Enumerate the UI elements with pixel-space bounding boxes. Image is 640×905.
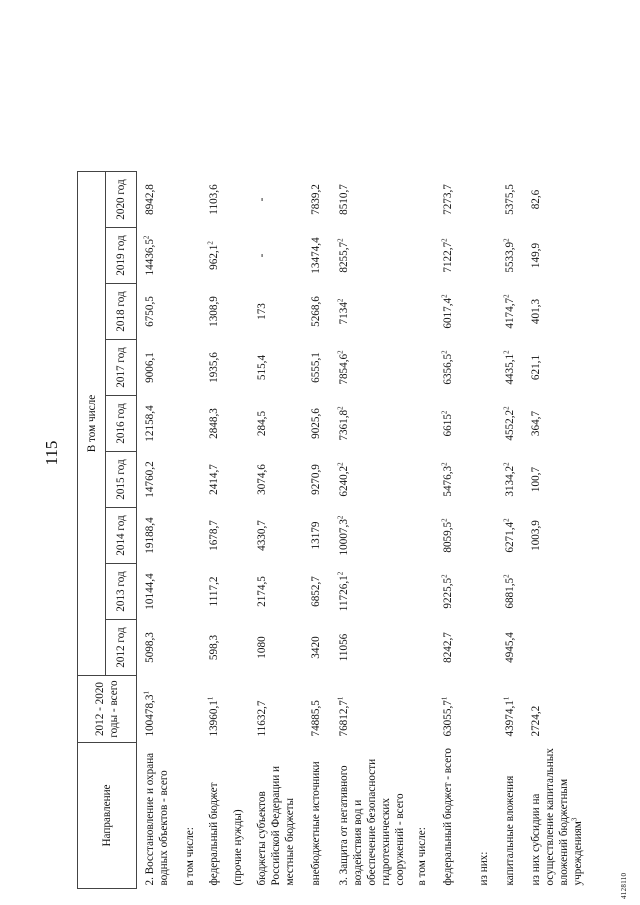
year-value-cell	[471, 564, 497, 620]
total-cell	[303, 676, 331, 743]
year-value-cell	[435, 452, 471, 508]
total-cell	[471, 676, 497, 743]
table-row	[249, 172, 303, 889]
year-value-cell	[137, 396, 177, 452]
footnote-mark: 2	[335, 350, 344, 354]
year-value: 8510,7	[337, 184, 350, 215]
total-value: 2724,2	[529, 705, 542, 737]
footnote-mark: 2	[501, 294, 510, 298]
row-label-text: федеральный бюджет	[207, 782, 220, 886]
year-value-cell	[435, 340, 471, 396]
year-value: 14760,2	[144, 461, 156, 498]
year-value-cell	[331, 284, 409, 340]
total-cell	[523, 676, 591, 743]
year-value: 10007,3	[337, 519, 350, 556]
year-value-cell	[435, 284, 471, 340]
year-value: 8942,8	[144, 184, 156, 215]
year-value: 6881,5	[503, 577, 516, 609]
year-value: 11726,1	[337, 575, 350, 612]
year-value-cell	[249, 452, 303, 508]
year-value-cell	[201, 508, 225, 564]
year-value-cell	[201, 564, 225, 620]
footnote-mark: 1	[439, 696, 448, 701]
total-cell	[409, 676, 435, 743]
year-value-cell	[409, 284, 435, 340]
year-value-cell	[523, 228, 591, 284]
total-cell	[177, 676, 201, 743]
year-value: 2848,3	[207, 408, 220, 439]
footnote-mark: 2	[335, 238, 344, 242]
year-value-cell	[331, 620, 409, 676]
year-value-cell	[435, 228, 471, 284]
year-value-cell	[331, 452, 409, 508]
year-value-cell	[303, 620, 331, 676]
year-value-cell	[435, 396, 471, 452]
year-value-cell	[177, 228, 201, 284]
year-value-cell	[201, 452, 225, 508]
year-value: 3420	[309, 636, 322, 659]
row-label-text: в том числе:	[415, 827, 428, 886]
year-value-cell	[177, 284, 201, 340]
year-value-cell	[497, 284, 523, 340]
table-row	[523, 172, 591, 889]
year-value: 7854,6	[337, 353, 350, 385]
year-value-cell	[331, 508, 409, 564]
footnote-mark: 2	[501, 518, 510, 522]
year-value: 5533,9	[503, 241, 516, 273]
header-year: 2015 год	[106, 452, 137, 508]
footnote-mark: 2	[439, 238, 448, 242]
year-value-cell	[331, 228, 409, 284]
row-label	[303, 743, 331, 889]
row-label-text: (прочие нужды)	[231, 809, 244, 886]
header-year: 2013 год	[106, 564, 137, 620]
row-label-text: капитальные вложения	[503, 775, 516, 886]
budget-table	[77, 171, 591, 889]
year-value-cell	[177, 340, 201, 396]
header-year: 2016 год	[106, 396, 137, 452]
year-value-cell	[137, 172, 177, 228]
year-value-cell	[137, 284, 177, 340]
year-value-cell	[471, 340, 497, 396]
year-value-cell	[497, 508, 523, 564]
total-value: 63055,7	[441, 700, 454, 737]
year-value: 8255,7	[337, 241, 350, 273]
table-header	[78, 172, 137, 889]
table-row	[471, 172, 497, 889]
year-value-cell	[523, 508, 591, 564]
row-label	[471, 743, 497, 889]
year-value: 14436,5	[144, 239, 156, 276]
footnote-mark: 2	[439, 518, 448, 522]
year-value: 82,6	[529, 189, 542, 210]
year-value-cell	[303, 452, 331, 508]
header-year: 2014 год	[106, 508, 137, 564]
row-label	[177, 743, 201, 889]
year-value: 9225,5	[441, 577, 454, 609]
year-value: 1935,6	[207, 352, 220, 383]
year-value: 4435,1	[503, 353, 516, 385]
total-value: 13960,1	[207, 700, 220, 737]
year-value-cell	[409, 340, 435, 396]
year-value-cell	[409, 564, 435, 620]
year-value-cell	[303, 396, 331, 452]
year-value-cell	[471, 508, 497, 564]
year-value-cell	[303, 340, 331, 396]
year-value-cell	[249, 172, 303, 228]
row-label-text: из них субсидии на осуществление капитальных вложений бюджетным учреждениям	[529, 748, 584, 886]
year-value: 6271,4	[503, 521, 516, 553]
row-label-text: в том числе:	[183, 827, 196, 886]
row-label	[225, 743, 249, 889]
year-value: 9025,6	[309, 408, 322, 439]
year-value-cell	[177, 508, 201, 564]
footnote-mark: 2	[501, 406, 510, 410]
year-value: 4945,4	[503, 632, 516, 663]
total-cell	[331, 676, 409, 743]
footnote-mark: 2	[501, 238, 510, 242]
year-value-cell	[471, 452, 497, 508]
year-value: -	[255, 253, 268, 258]
header-total: 2012 - 2020 годы - всего	[78, 676, 137, 743]
table-row	[177, 172, 201, 889]
year-value-cell	[331, 564, 409, 620]
year-value: 6356,5	[441, 353, 454, 385]
year-value: 1003,9	[529, 520, 542, 551]
year-value-cell	[523, 396, 591, 452]
year-value: 173	[255, 303, 268, 320]
year-value-cell	[471, 396, 497, 452]
year-value-cell	[523, 620, 591, 676]
year-value: 8242,7	[441, 632, 454, 663]
year-value-cell	[409, 396, 435, 452]
row-label	[201, 743, 225, 889]
year-value-cell	[201, 172, 225, 228]
year-value-cell	[137, 228, 177, 284]
total-cell	[137, 676, 177, 743]
total-cell	[497, 676, 523, 743]
year-value: 11056	[337, 633, 350, 662]
year-value-cell	[303, 228, 331, 284]
year-value-cell	[471, 228, 497, 284]
year-value: 5476,3	[441, 465, 454, 497]
header-year: 2012 год	[106, 620, 137, 676]
year-value: 401,3	[529, 298, 542, 325]
year-value-cell	[225, 284, 249, 340]
year-value: 7134	[337, 302, 350, 325]
year-value-cell	[409, 508, 435, 564]
header-group: В том числе	[78, 172, 106, 676]
footnote-mark: 2	[439, 410, 448, 415]
row-label-text: бюджеты субъектов Российской Федерации и местные бюджеты	[255, 765, 296, 886]
year-value-cell	[497, 172, 523, 228]
year-value-cell	[409, 620, 435, 676]
footnote-mark: 2	[501, 350, 510, 354]
year-value: 4174,7	[503, 297, 516, 329]
year-value: 9006,1	[144, 352, 156, 383]
footnote-mark: 1	[335, 696, 344, 701]
year-value-cell	[435, 508, 471, 564]
header-direction: Направление	[78, 743, 137, 889]
year-value-cell	[225, 620, 249, 676]
header-year: 2019 год	[106, 228, 137, 284]
year-value-cell	[137, 508, 177, 564]
year-value-cell	[471, 172, 497, 228]
year-value: 2174,5	[255, 576, 268, 607]
year-value-cell	[331, 172, 409, 228]
table-row	[225, 172, 249, 889]
year-value: 10144,4	[144, 573, 156, 610]
footnote-mark: 2	[439, 350, 448, 354]
year-value-cell	[523, 172, 591, 228]
year-value-cell	[225, 340, 249, 396]
row-label-text: 2. Восстановление и охрана водных объектов - всего	[144, 752, 170, 886]
row-label	[435, 743, 471, 889]
year-value: 8059,5	[441, 521, 454, 553]
year-value-cell	[177, 172, 201, 228]
total-value: 11632,7	[255, 700, 268, 737]
row-label	[497, 743, 523, 889]
footnote-mark: 2	[335, 515, 344, 520]
year-value: 3074,6	[255, 464, 268, 495]
footnote-mark: 2	[439, 294, 448, 298]
year-value: 284,5	[255, 410, 268, 437]
table-row	[435, 172, 471, 889]
year-value-cell	[435, 564, 471, 620]
year-value: 9270,9	[309, 464, 322, 495]
year-value-cell	[249, 228, 303, 284]
year-value-cell	[137, 340, 177, 396]
year-value-cell	[137, 620, 177, 676]
year-value: 5375,5	[503, 184, 516, 215]
year-value: 5268,6	[309, 296, 322, 327]
year-value-cell	[249, 396, 303, 452]
year-value: 7361,8	[337, 409, 350, 441]
year-value-cell	[201, 620, 225, 676]
year-value: 13179	[309, 521, 322, 550]
year-value-cell	[435, 620, 471, 676]
year-value: 962,1	[207, 244, 220, 270]
total-cell	[201, 676, 225, 743]
year-value: 1080	[255, 636, 268, 659]
table-row	[201, 172, 225, 889]
year-value-cell	[201, 228, 225, 284]
footnote-mark: 1	[205, 696, 214, 701]
year-value-cell	[137, 564, 177, 620]
total-value: 76812,7	[337, 700, 350, 737]
year-value: 598,3	[207, 634, 220, 661]
footnote-mark: 3	[569, 817, 578, 822]
page-number: 115	[42, 440, 61, 466]
year-value-cell	[201, 340, 225, 396]
year-value-cell	[225, 172, 249, 228]
year-value-cell	[497, 452, 523, 508]
year-value: 100,7	[529, 466, 542, 493]
year-value-cell	[497, 340, 523, 396]
row-label-text: федеральный бюджет - всего	[441, 748, 454, 886]
year-value-cell	[177, 620, 201, 676]
total-cell	[249, 676, 303, 743]
year-value: 4552,2	[503, 409, 516, 441]
year-value-cell	[497, 396, 523, 452]
year-value-cell	[249, 508, 303, 564]
year-value-cell	[523, 564, 591, 620]
year-value-cell	[225, 508, 249, 564]
year-value-cell	[497, 228, 523, 284]
year-value-cell	[225, 228, 249, 284]
year-value-cell	[225, 396, 249, 452]
table-row	[497, 172, 523, 889]
year-value: 13474,4	[309, 237, 322, 274]
table-row	[331, 172, 409, 889]
year-value-cell	[225, 452, 249, 508]
table-row	[137, 172, 177, 889]
year-value: 515,4	[255, 354, 268, 381]
year-value: 1117,2	[207, 576, 220, 607]
year-value: 6852,7	[309, 576, 322, 607]
footnote-mark: 2	[439, 462, 448, 466]
year-value-cell	[471, 284, 497, 340]
footnote-mark: 2	[142, 235, 151, 240]
year-value: 1678,7	[207, 520, 220, 551]
header-year: 2018 год	[106, 284, 137, 340]
year-value: 6017,4	[441, 297, 454, 329]
row-label-text: 3. Защита от негативного воздействия вод и обеспечение безопасности гидротехнических сооружений - всего	[337, 758, 406, 886]
year-value: 149,9	[529, 242, 542, 269]
year-value-cell	[225, 564, 249, 620]
year-value-cell	[137, 452, 177, 508]
footnote-mark: 2	[501, 574, 510, 578]
footnote-mark: 1	[142, 691, 151, 695]
year-value: 6555,1	[309, 352, 322, 383]
total-value: 100478,3	[144, 694, 156, 737]
year-value: 1103,6	[207, 184, 220, 215]
year-value: 2414,7	[207, 464, 220, 495]
year-value-cell	[523, 284, 591, 340]
year-value-cell	[177, 452, 201, 508]
year-value-cell	[303, 284, 331, 340]
footnote-mark: 2	[439, 574, 448, 578]
table-row	[303, 172, 331, 889]
year-value-cell	[201, 396, 225, 452]
footnote-mark: 2	[335, 571, 344, 576]
year-value-cell	[497, 620, 523, 676]
year-value-cell	[471, 620, 497, 676]
year-value-cell	[409, 228, 435, 284]
total-value: 74885,5	[309, 700, 322, 737]
row-label-text: из них:	[477, 851, 490, 886]
year-value-cell	[249, 284, 303, 340]
year-value: 5098,3	[144, 632, 156, 663]
year-value: 4330,7	[255, 520, 268, 551]
year-value-cell	[409, 452, 435, 508]
total-value: 43974,1	[503, 700, 516, 737]
year-value-cell	[303, 564, 331, 620]
year-value: 621,1	[529, 354, 542, 381]
year-value-cell	[523, 340, 591, 396]
year-value: -	[255, 197, 268, 202]
year-value-cell	[303, 172, 331, 228]
table-body	[137, 172, 591, 889]
year-value: 7273,7	[441, 184, 454, 215]
total-cell	[225, 676, 249, 743]
table-row	[409, 172, 435, 889]
year-value-cell	[303, 508, 331, 564]
year-value-cell	[409, 172, 435, 228]
footnote-mark: 2	[501, 462, 510, 466]
year-value-cell	[331, 340, 409, 396]
row-label-text: внебюджетные источники	[309, 761, 322, 886]
footnote-mark: 1	[501, 696, 510, 701]
row-label	[409, 743, 435, 889]
year-value-cell	[331, 396, 409, 452]
header-year: 2017 год	[106, 340, 137, 396]
footer-code: 4128110	[620, 872, 628, 899]
year-value-cell	[497, 564, 523, 620]
year-value: 12158,4	[144, 405, 156, 442]
footnote-mark: 2	[335, 298, 344, 303]
footnote-mark: 2	[335, 406, 344, 410]
year-value: 6615	[441, 414, 454, 437]
header-year: 2020 год	[106, 172, 137, 228]
row-label	[523, 743, 591, 889]
year-value-cell	[249, 340, 303, 396]
year-value-cell	[435, 172, 471, 228]
year-value: 19188,4	[144, 517, 156, 554]
total-cell	[435, 676, 471, 743]
footnote-mark: 2	[335, 462, 344, 466]
year-value: 1308,9	[207, 296, 220, 327]
year-value: 364,7	[529, 410, 542, 437]
year-value: 7839,2	[309, 184, 322, 215]
year-value-cell	[177, 564, 201, 620]
year-value-cell	[249, 620, 303, 676]
year-value: 3134,2	[503, 465, 516, 497]
year-value: 7122,7	[441, 241, 454, 273]
footnote-mark: 2	[205, 241, 214, 245]
row-label	[137, 743, 177, 889]
year-value-cell	[201, 284, 225, 340]
row-label	[249, 743, 303, 889]
row-label	[331, 743, 409, 889]
year-value: 6750,5	[144, 296, 156, 327]
year-value-cell	[177, 396, 201, 452]
year-value-cell	[249, 564, 303, 620]
year-value-cell	[523, 452, 591, 508]
year-value: 6240,2	[337, 465, 350, 497]
